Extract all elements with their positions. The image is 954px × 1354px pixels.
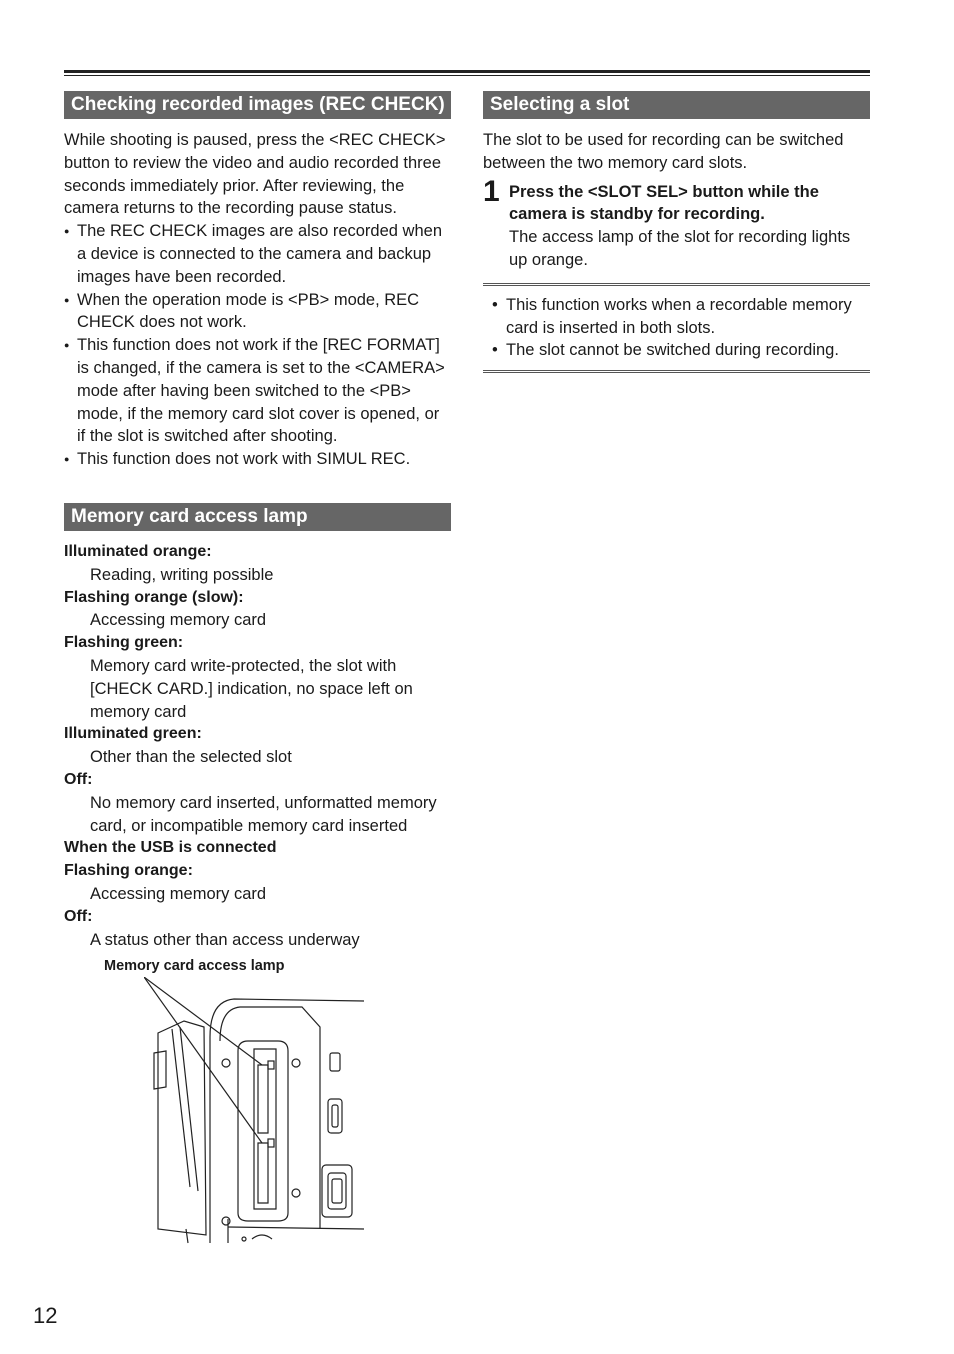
lamp-desc: Reading, writing possible xyxy=(90,565,274,584)
list-item: ● This function does not work with SIMUL REC. xyxy=(64,448,451,471)
slot-heading: Selecting a slot xyxy=(483,91,870,119)
list-item: ● When the operation mode is <PB> mode, REC CHECK does not work. xyxy=(64,289,451,335)
page-number: 12 xyxy=(33,1303,58,1328)
lamp-term: Off: xyxy=(64,770,93,788)
lamp-list xyxy=(64,541,451,951)
step-title: Press the <SLOT SEL> button while the camera is standby for recording. xyxy=(509,182,819,224)
rec-check-bullets xyxy=(64,220,451,471)
step-number: 1 xyxy=(483,174,500,208)
lamp-term: Flashing orange (slow): xyxy=(64,588,244,606)
lamp-heading: Memory card access lamp xyxy=(64,503,451,531)
lamp-desc: A status other than access underway xyxy=(90,930,360,949)
camera-figure xyxy=(64,957,451,1247)
lamp-term: Off: xyxy=(64,907,93,925)
lamp-desc: Accessing memory card xyxy=(90,884,267,903)
lamp-section xyxy=(64,503,451,1247)
figure-label: Memory card access lamp xyxy=(104,958,285,975)
lamp-desc: Accessing memory card xyxy=(90,611,267,630)
slot-intro: The slot to be used for recording can be switched between the two memory card slots. xyxy=(483,131,844,172)
lamp-desc: Memory card write-protected, the slot with [CHECK CARD.] indication, no space left on memory card xyxy=(90,656,413,721)
rec-check-heading: Checking recorded images (REC CHECK) xyxy=(64,91,451,119)
rec-check-intro: While shooting is paused, press the <REC CHECK> button to review the video and audio recorded three seconds immediately prior. After reviewing, the camera returns to the recording pause status. xyxy=(64,131,446,218)
list-item: • The slot cannot be switched during recording. xyxy=(483,339,870,362)
right-column xyxy=(483,91,870,373)
lamp-desc: Other than the selected slot xyxy=(90,748,292,767)
list-item: • This function works when a recordable memory card is inserted in both slots. xyxy=(483,294,870,340)
camera-slot-illustration xyxy=(144,977,364,1245)
list-item: ● This function does not work if the [REC FORMAT] is changed, if the camera is set to the <CAMERA> mode after having been switched to the <PB> mode, if the memory card slot cover is opened, or if the slot is switched after shooting. xyxy=(64,334,451,448)
list-item: ● The REC CHECK images are also recorded when a device is connected to the camera and backup images have been recorded. xyxy=(64,220,451,288)
top-rule-thin xyxy=(64,75,870,76)
lamp-term: Flashing green: xyxy=(64,634,184,652)
lamp-term: Illuminated orange: xyxy=(64,542,212,560)
note-box xyxy=(483,283,870,373)
top-rule xyxy=(64,70,870,73)
lamp-desc: No memory card inserted, unformatted memory card, or incompatible memory card inserted xyxy=(90,793,437,835)
step-body: The access lamp of the slot for recording lights up orange. xyxy=(509,228,851,269)
lamp-term: When the USB is connected xyxy=(64,839,277,857)
step-1 xyxy=(483,174,870,272)
lamp-term: Flashing orange: xyxy=(64,862,193,880)
lamp-term: Illuminated green: xyxy=(64,725,202,743)
notes-list xyxy=(483,294,870,362)
left-column xyxy=(64,91,451,1247)
